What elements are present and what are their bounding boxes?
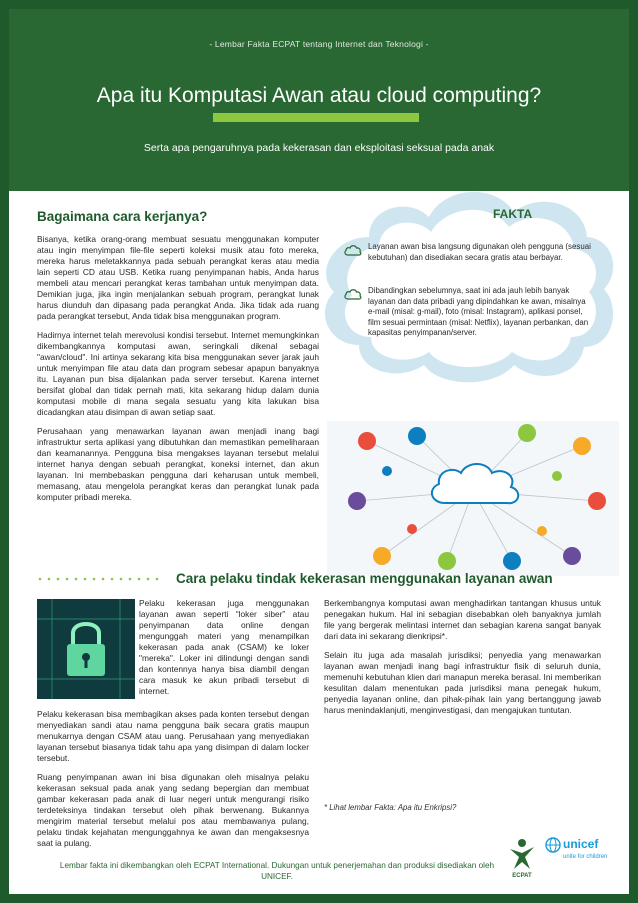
paragraph: Hadirnya internet telah merevolusi kondisi tersebut. Internet memungkinkan dikembangkannya komputasi awan, seringkali dikenal sebagai "awan/cloud". Ini artinya sekarang kita bisa menggunakan sever jarak jauh untuk menyimpan file atau data dan program sebesar apapun banyaknya itu. Layanan pun bisa dijalankan pada server tersebut. Karena internet bersifat global dan tidak pernah mati, kita sekarang hidup dalam dunia komputasi mobile di mana segala sesuatu yang kita lakukan bisa dicadangkan atau disimpan di awan setiap saat.	[37, 330, 319, 417]
ecpat-figure-icon	[506, 835, 538, 879]
footer-credit: Lembar fakta ini dikembangkan oleh ECPAT International. Dukungan untuk penerjemahan dan produksi disediakan oleh UNICEF.	[59, 861, 495, 881]
unicef-wordmark: unicef	[563, 837, 599, 851]
fakta-item-text: Layanan awan bisa langsung digunakan oleh pengguna (sesuai kebutuhan) dan disediakan secara gratis atau berbayar.	[368, 242, 591, 262]
paragraph: Pelaku kekerasan bisa membagikan akses pada konten tersebut dengan menyediakan sandi atau nama pengguna baik secara gratis maupun menukarnya dengan CSAM atau uang. Perusahaan yang menyediakan layanan tersebut biasanya tidak tahu apa yang disimpan di dalam locker tersebut.	[37, 709, 309, 763]
paragraph: Perusahaan yang menawarkan layanan awan menjadi inang bagi infrastruktur serta aplikasi yang dibutuhkan dan memastikan pemeliharaan dan keamanannya. Pengguna bisa mengakses layanan tersebut melalui internet hanya dengan sebuah perangkat, koneksi internet, dan akun layanan. Ini membebaskan pengguna dari keharusan untuk membeli, memasang, atau mengelola perangkat keras dan perangkat lunak pada komputer pribadi mereka.	[37, 426, 319, 502]
padlock-icon	[37, 599, 135, 699]
footnote: * Lihat lembar Fakta: Apa itu Enkripsi?	[324, 803, 457, 812]
header-banner	[9, 9, 629, 191]
paragraph: Ruang penyimpanan awan ini bisa digunakan oleh misalnya pelaku kekerasan seksual pada anak yang sedang bepergian dan membuat gambar kekerasan pada anak di luar negeri untuk mengurangi risiko terdeteksinya tindakan tersebut oleh pihak berwenang. Bukannya mengirim material tersebut melalui pos atau membawanya pulang, pelaku tindak kejahatan mengunggahnya ke awan dan mengaksesnya saat ia pulang.	[37, 772, 309, 848]
fakta-label: FAKTA	[493, 207, 533, 221]
ecpat-logo-text: ECPAT	[512, 873, 532, 879]
paragraph: Bisanya, ketika orang-orang membuat sesuatu menggunakan komputer atau ingin menyimpan file-file seperti koleksi musik atau foto mereka, mereka harus meletakkannya pada sebuah perangkat keras atau media lain seperti CD atau USB. Ketika ruang penyimpanan habis, Anda harus membeli atau mencari perangkat keras tambahan untuk menyimpan data. Demikian juga, jika ingin menjalankan sebuah program, perangkat lunak harus diunduh dan dipasang pada perangkat Anda. Jika tidak ada ruang pada perangkat tersebut, Anda tidak bisa menggunakan program.	[37, 234, 319, 321]
section-heading: Bagaimana cara kerjanya?	[37, 209, 208, 224]
page-title: Apa itu Komputasi Awan atau cloud computing?	[96, 84, 542, 107]
unicef-tagline: unite for children	[563, 854, 608, 860]
paragraph: Pelaku kekerasan juga menggunakan layanan awan seperti “loker siber” atau penyimpanan data online dengan mengunggah materi yang menampilkan kekerasan pada anak (CSAM) ke loker "mereka". Loker ini dilindungi dengan sandi dan kontennya hanya bisa diambil dengan cara masuk ke akun pribadi tersebut di internet.	[139, 598, 309, 696]
section2-right-column	[324, 598, 601, 724]
cloud-icon	[344, 288, 362, 300]
section-how-it-works	[37, 209, 319, 511]
section2-left-column	[37, 709, 309, 857]
unicef-logo	[545, 835, 608, 875]
fact-sheet	[9, 9, 629, 894]
fakta-item	[344, 286, 594, 339]
title-accent-bar	[213, 113, 419, 122]
paragraph: Berkembangnya komputasi awan menghadirkan tantangan khusus untuk penegakan hukum. Hal ini sebagian disebabkan oleh banyaknya jumlah file yang bergerak melintasi internet dan sebagian karena sangat banyak dari data ini sekarang dienkripsi*.	[324, 598, 601, 641]
cloud-network-illustration	[327, 421, 619, 576]
fakta-item-text: Dibandingkan sebelumnya, saat ini ada jauh lebih banyak layanan dan data pribadi yang dipindahkan ke awan, misalnya e-mail (misal: g-mail), foto (misal: Instagram), aplikasi ponsel, film sesuai permintaan (misal: Netflix), layanan perbankan, dan kapasitas penyimpanan/server.	[368, 286, 589, 337]
fakta-cloud-shape	[309, 177, 621, 389]
fakta-item	[344, 242, 594, 263]
unicef-globe-icon	[545, 837, 561, 853]
header-kicker: - Lembar Fakta ECPAT tentang Internet dan Teknologi -	[209, 39, 429, 49]
section-divider-dots	[37, 576, 165, 582]
cloud-icon	[344, 244, 362, 256]
page-subtitle: Serta apa pengaruhnya pada kekerasan dan eksploitasi seksual pada anak	[143, 142, 495, 154]
section-heading: Cara pelaku tindak kekerasan menggunakan layanan awan	[176, 571, 553, 586]
paragraph: Selain itu juga ada masalah jurisdiksi; penyedia yang menawarkan layanan awan menjadi inang bagi infrastruktur fisik di seluruh dunia, memenuhi kebutuhan klien dari manapun mereka berasal. Ini memberikan kesulitan dalam menentukan pada jurisdiksi mana penegak hukum, penyedia layanan online, dan pihak-pihak lain yang bertanggung jawab harus menindaklanjuti, menginvestigasi, dan mengajukan tuntutan.	[324, 650, 601, 715]
